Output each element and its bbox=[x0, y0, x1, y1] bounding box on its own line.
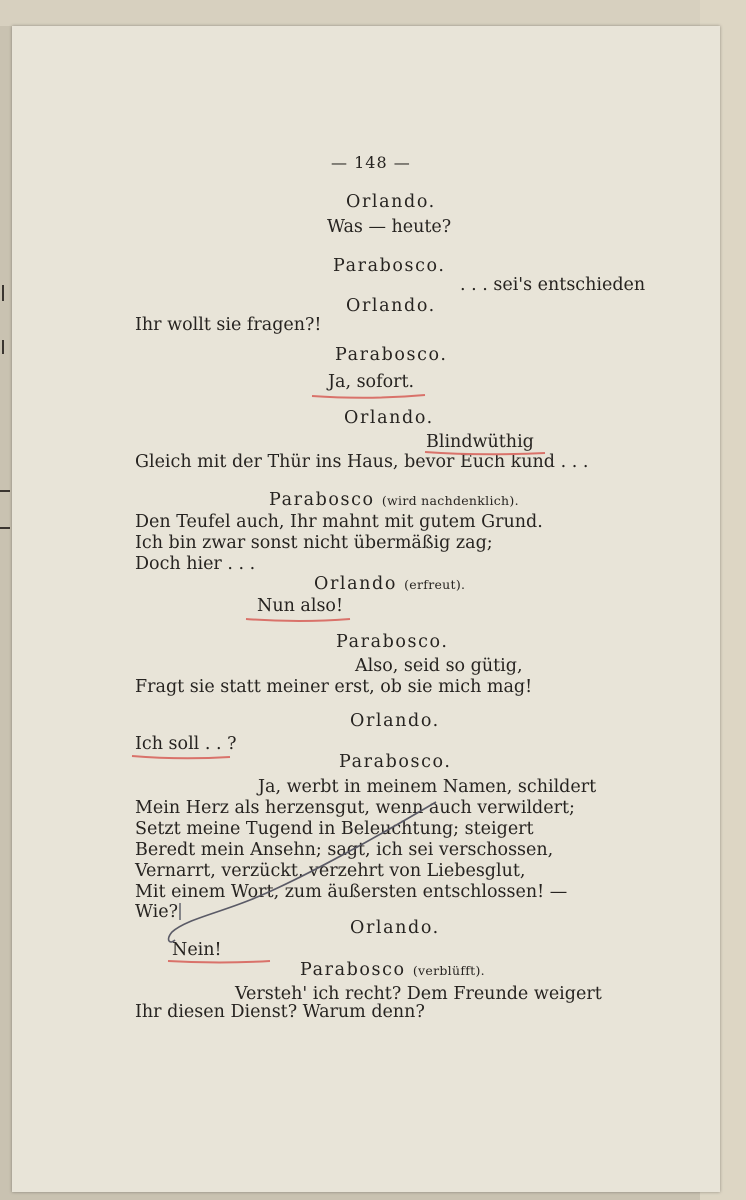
red-underline bbox=[425, 452, 545, 454]
verse-line: Beredt mein Ansehn; sagt, ich sei verschossen, bbox=[135, 840, 554, 860]
speaker-name: Parabosco. bbox=[335, 345, 448, 365]
verse-line: Blindwüthig bbox=[426, 432, 534, 452]
speaker-name: Orlando. bbox=[344, 408, 434, 428]
red-underline bbox=[312, 395, 425, 398]
verse-line: Versteh' ich recht? Dem Freunde weigert bbox=[235, 984, 602, 1004]
page-number: — 148 — bbox=[331, 153, 411, 172]
verse-line: Was — heute? bbox=[327, 217, 452, 237]
speaker-name-text: Parabosco bbox=[300, 960, 406, 980]
verse-line: Den Teufel auch, Ihr mahnt mit gutem Grund. bbox=[135, 512, 543, 532]
speaker-name-text: Parabosco bbox=[269, 490, 375, 510]
red-underline bbox=[132, 756, 230, 758]
speaker-name: Orlando. bbox=[346, 296, 436, 316]
verse-line: Mit einem Wort, zum äußersten entschlossen! — bbox=[135, 882, 568, 902]
stage-direction: (erfreut). bbox=[404, 577, 466, 592]
verse-line: Ich bin zwar sonst nicht übermäßig zag; bbox=[135, 533, 493, 553]
verse-line: Ihr diesen Dienst? Warum denn? bbox=[135, 1002, 425, 1022]
verse-line: Nun also! bbox=[257, 596, 343, 616]
speaker-name: Orlando. bbox=[346, 192, 436, 212]
speaker-name-text: Orlando bbox=[314, 574, 397, 594]
stage-direction: (verblüfft). bbox=[412, 963, 485, 978]
verse-line: Ja, werbt in meinem Namen, schildert bbox=[258, 777, 597, 797]
verse-line: Ich soll . . ? bbox=[135, 734, 237, 754]
red-underline bbox=[246, 619, 350, 621]
stage-direction: (wird nachdenklich). bbox=[381, 493, 519, 508]
verse-line: . . . sei's entschieden bbox=[460, 275, 646, 295]
pencil-stroke bbox=[169, 802, 436, 942]
red-pencil-underlines bbox=[132, 395, 545, 963]
speaker-name: Parabosco. bbox=[339, 752, 452, 772]
verse-line: Vernarrt, verzückt, verzehrt von Liebesglut, bbox=[135, 861, 526, 881]
red-underline bbox=[168, 961, 270, 963]
speaker-name: Orlando. bbox=[350, 918, 440, 938]
speaker-name: Parabosco. bbox=[336, 632, 449, 652]
verse-line: Ja, sofort. bbox=[328, 372, 415, 392]
verse-line: Mein Herz als herzensgut, wenn auch verwildert; bbox=[135, 798, 575, 818]
verse-line: Nein! bbox=[172, 940, 222, 960]
verse-line: Also, seid so gütig, bbox=[355, 656, 523, 676]
verse-line: Setzt meine Tugend in Beleuchtung; steigert bbox=[135, 819, 534, 839]
verse-line: Fragt sie statt meiner erst, ob sie mich mag! bbox=[135, 677, 533, 697]
verse-line: Doch hier . . . bbox=[135, 554, 256, 574]
verse-line: Wie? bbox=[135, 902, 179, 922]
verse-line: Gleich mit der Thür ins Haus, bevor Euch kund . . . bbox=[135, 452, 589, 472]
speaker-name: Orlando. bbox=[350, 711, 440, 731]
speaker-name: Parabosco. bbox=[333, 256, 446, 276]
verse-line: Ihr wollt sie fragen?! bbox=[135, 315, 322, 335]
